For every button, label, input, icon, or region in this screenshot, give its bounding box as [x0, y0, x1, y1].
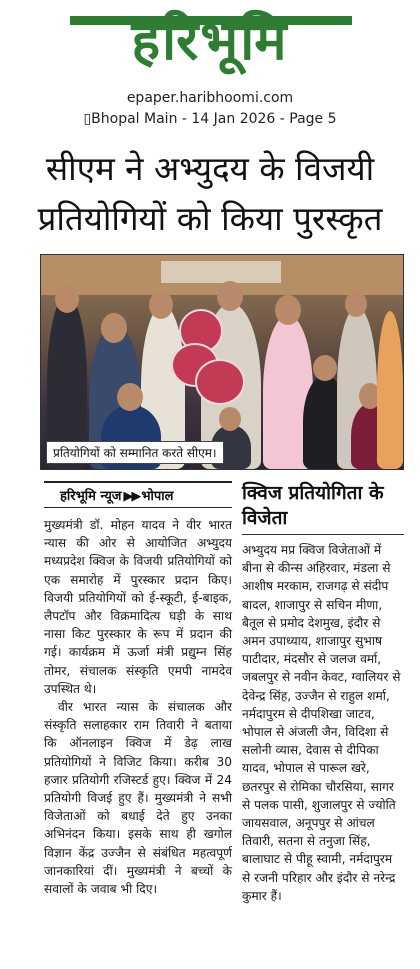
winners-sidebar [242, 481, 404, 905]
byline-place: भोपाल [141, 489, 174, 504]
photo-head [345, 291, 367, 317]
edition-line [0, 111, 420, 127]
photo-banner [161, 261, 281, 283]
newspaper-logo: हरिभूमि [131, 9, 289, 72]
document-icon: ▯ [83, 111, 92, 127]
photo-head [55, 285, 79, 313]
photo-head [101, 313, 127, 343]
sidebar-body: अभ्युदय मप्र क्विज विजेताओं में बीना से कीन्स अहिरवार, मंडला से आशीष मरकाम, राजगढ़ से संदीप बादल, शाजापुर से सचिन मीणा, बैतूल से प्रमोद देशमुख, इंदौर से अमन उपाध्याय, शाजापुर सुभाष पाटीदार, मंदसौर से जलज वर्मा, जबलपुर से नवीन केवट, ग्वालियर से देवेन्द्र सिंह, उज्जैन से राहुल शर्मा, नर्मदापुरम से दीपशिखा जाटव, भोपाल से अंजली जैन, विदिशा से सलोनी व्यास, देवास से दीपिका यादव, भोपाल से पारूल खरे, छतरपुर से रोमिका चौरसिया, सागर से पलक पासी, शुजालपुर से ज्योति जायसवाल, अनूपपुर से आंचल तिवारी, सतना से तनुजा सिंह, बालाघाट से पीहू स्वामी, नर्मदापुरम से रजनी परिहार और इंदौर से नरेन्द्र कुमार हैं। [242, 543, 401, 903]
byline-source: हरिभूमि न्यूज [60, 489, 122, 504]
photo-caption: प्रतियोगियों को सम्मानित करते सीएम। [46, 441, 224, 464]
photo-head [117, 383, 143, 411]
article-column [44, 481, 232, 898]
photo-head [275, 295, 301, 325]
byline [44, 481, 232, 508]
award-plaque [195, 359, 245, 405]
photo-person [377, 311, 403, 469]
article-paragraph: वीर भारत न्यास के संचालक और संस्कृति सलाहकार राम तिवारी ने बताया कि ऑनलाइन क्विज में डेढ़ लाख प्रतियोगियों ने विजिट किया। करीब 30 हजार प्रतियोगी रजिस्टर्ड हुए। क्विज में 24 प्रतियोगी विजई हुए हैं। मुख्यमंत्री ने सभी विजेताओं को बधाई देते हुए उनका अभिनंदन किया। इसके साथ ही खगोल विज्ञान केंद्र उज्जैन से संबंधित महत्वपूर्ण जानकारियां दीं। मुख्यमंत्री ने बच्चों के सवालों के जवाब भी दिए। [44, 700, 232, 897]
news-photo [40, 254, 404, 470]
masthead [0, 8, 420, 88]
headline: सीएम ने अभ्युदय के विजयी प्रतियोगियों को किया पुरस्कृत [37, 149, 383, 238]
photo-head [217, 281, 243, 311]
photo-head [149, 291, 173, 319]
sidebar-title: क्विज प्रतियोगिता के विजेता [242, 481, 404, 535]
photo-head [219, 407, 241, 431]
site-url[interactable]: epaper.haribhoomi.com [126, 90, 294, 106]
photo-head [313, 355, 337, 381]
byline-arrows: ▶▶ [123, 489, 140, 504]
edition-text: Bhopal Main - 14 Jan 2026 - Page 5 [91, 111, 337, 127]
article-paragraph: मुख्यमंत्री डॉ. मोहन यादव ने वीर भारत न्यास की ओर से आयोजित अभ्युदय मध्यप्रदेश क्विज के विजयी प्रतियोगियों को एक समारोह में पुरस्कार प्रदान किए। विजयी प्रतियोगियों को ई-स्कूटी, ई-बाइक, लैपटॉप और विक्रमादित्य घड़ी के साथ नासा किट पुरस्कार के रूप में प्रदान की गई। कार्यक्रम में ऊर्जा मंत्री प्रद्युम्न सिंह तोमर, संचालक संस्कृति एमपी नामदेव उपस्थित थे। [44, 518, 232, 696]
